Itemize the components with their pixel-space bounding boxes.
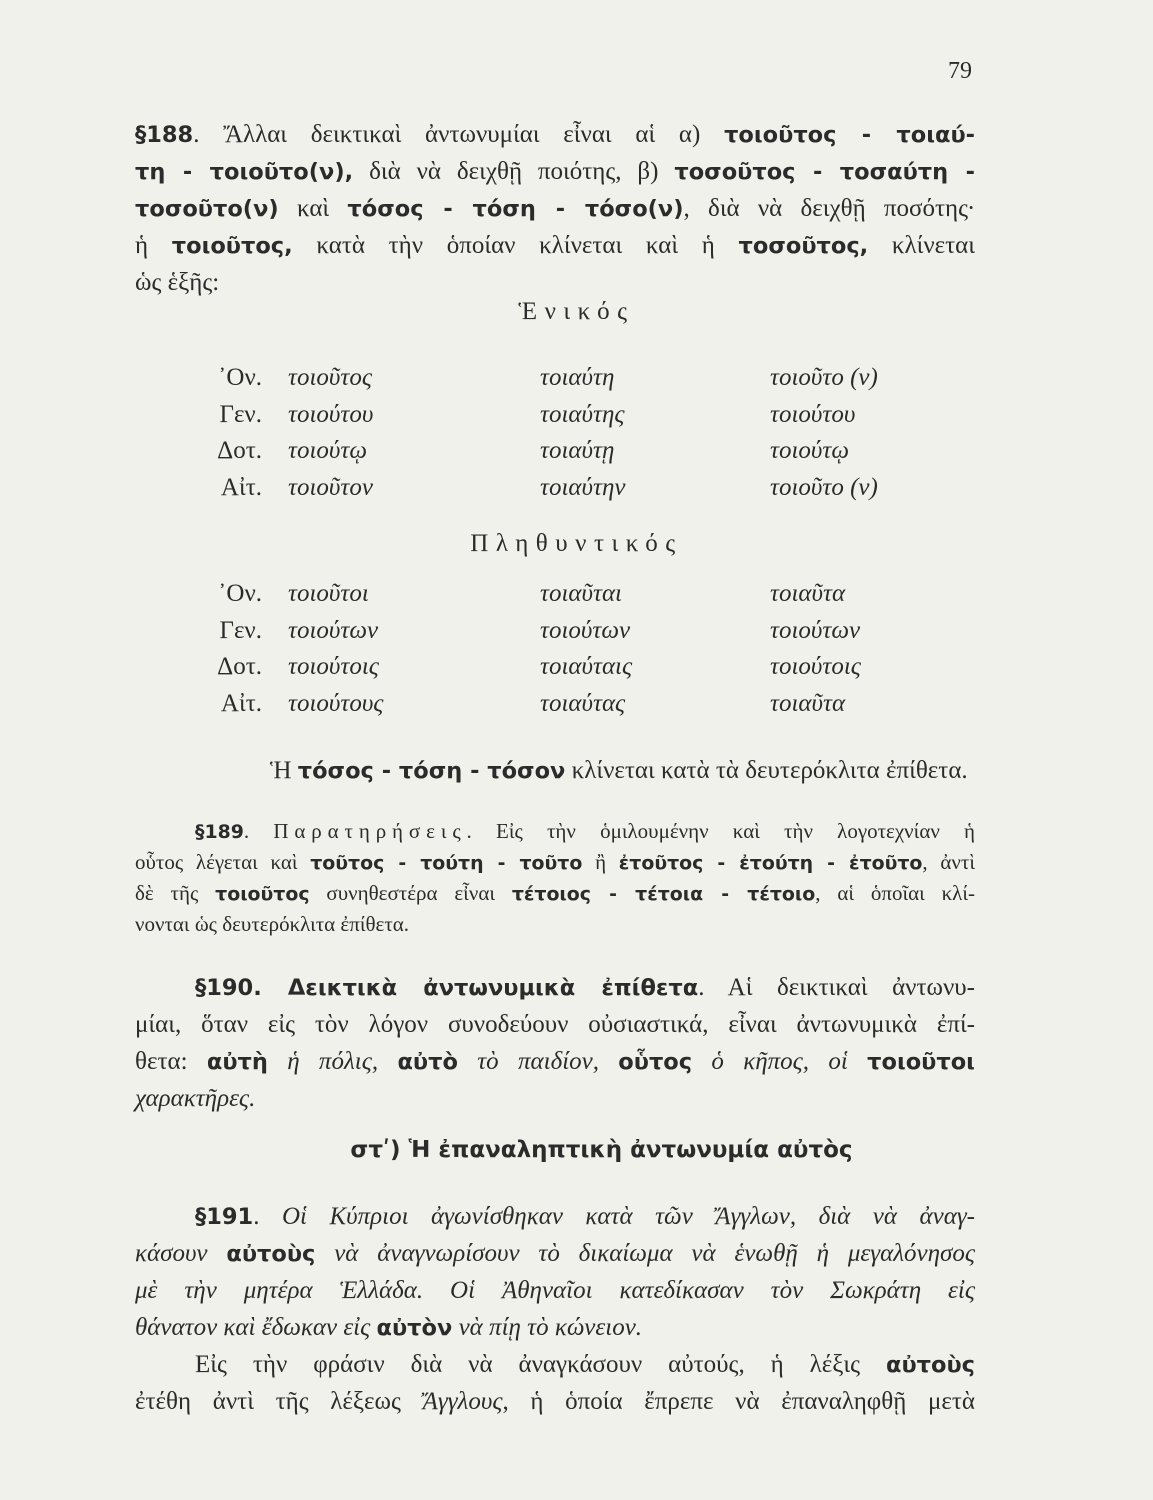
declension-form: τοιαῦτα — [770, 689, 846, 717]
declension-form: τοιούτων — [288, 616, 379, 644]
bold-text: αὐτοὺς — [226, 1241, 316, 1267]
italic-text: τὸ παιδίον, — [457, 1048, 619, 1075]
text-run: θετα: — [135, 1048, 207, 1075]
text-run: ὡς ἑξῆς: — [135, 269, 220, 296]
page-number: 79 — [948, 58, 972, 84]
text-line — [135, 1383, 975, 1420]
case-label: Γεν. — [219, 400, 262, 428]
text-run: . — [243, 819, 274, 843]
singular-declension-table — [180, 360, 940, 506]
declension-form: τοιοῦτοι — [288, 580, 369, 607]
text-run: . Αἱ δεικτικαὶ ἀντωνυ- — [698, 974, 975, 1001]
text-line — [135, 816, 975, 847]
text-line — [135, 909, 975, 940]
bold-text: τοσοῦτο(ν) — [135, 196, 279, 222]
text-run: . — [253, 1203, 282, 1230]
bold-text: τοιοῦτος, — [171, 233, 293, 259]
declension-form: τοιαύτην — [540, 473, 626, 501]
declension-form: τοιαύταις — [540, 653, 633, 680]
bold-text: τοσοῦτος - τοσαύτη - — [674, 159, 975, 185]
table-row — [180, 686, 940, 723]
text-run: . Εἰς τὴν ὁμιλουμένην καὶ τὴν λογοτεχνίαν ἡ — [466, 819, 976, 843]
section-heading: στʹ) Ἡ ἐπαναληπτικὴ ἀντωνυμία αὐτὸς — [350, 1137, 853, 1163]
plural-heading: Πληθυντικός — [470, 530, 683, 557]
bold-text: οὗτος — [618, 1049, 693, 1075]
declension-form: τοιούτου — [288, 400, 374, 428]
text-run: Παρατηρήσεις — [273, 819, 467, 843]
declension-form: τοιούτου — [770, 400, 856, 428]
italic-text: ὁ κῆπος, οἱ — [692, 1048, 868, 1075]
bold-text: τόσος - τόση - τόσο(ν) — [347, 196, 684, 222]
declension-form: τοιαύτης — [540, 400, 625, 428]
text-line — [135, 227, 975, 264]
text-line — [135, 190, 975, 227]
bold-text: αὐτὴ — [206, 1049, 268, 1075]
italic-text: Οἱ Κύπριοι ἀγωνίσθηκαν κατὰ τῶν Ἄγγλων, διὰ νὰ ἀναγ- — [281, 1203, 976, 1230]
text-line — [135, 1346, 975, 1383]
bold-text: αὐτοὺς — [885, 1352, 975, 1378]
text-run: κλίνεται — [868, 232, 975, 259]
text-run: ἐτέθη ἀντὶ τῆς λέξεως — [135, 1388, 423, 1415]
text-line — [270, 752, 970, 789]
bold-text: §189 — [195, 821, 244, 843]
declension-form: τοιούτοις — [770, 653, 861, 680]
bold-text: ἐτοῦτος - ἐτούτη - ἐτοῦτο — [618, 852, 923, 874]
paragraph-191 — [135, 1198, 975, 1420]
text-run: κλίνεται κατὰ τὰ δευτερόκλιτα ἐπίθετα. — [565, 757, 968, 784]
italic-text: θάνατον καὶ ἔδωκαν εἰς — [135, 1314, 377, 1341]
case-label: ᾿Ον. — [218, 364, 262, 391]
bold-text: τοιοῦτοι — [867, 1049, 975, 1075]
italic-text: νὰ πίῃ τὸ κώνειον. — [452, 1314, 643, 1341]
declension-form: τοιούτους — [288, 689, 384, 717]
italic-text: Ἄγγλους — [422, 1388, 503, 1415]
text-run: Εἰς τὴν φράσιν διὰ νὰ ἀναγκάσουν αὐτούς, ἡ λέξις — [195, 1351, 886, 1378]
case-label: Αἰτ. — [220, 689, 262, 717]
tosos-note — [270, 752, 970, 789]
text-line — [135, 1198, 975, 1235]
table-row — [180, 613, 940, 650]
bold-text: τοιοῦτος - τοιαύ- — [724, 122, 975, 148]
table-row — [180, 470, 940, 507]
text-run: καὶ — [278, 195, 348, 222]
table-row — [180, 649, 940, 686]
declension-form: τοιούτοις — [288, 653, 379, 680]
text-line — [135, 264, 975, 301]
text-run: δὲ τῆς — [135, 881, 216, 905]
text-run: κατὰ τὴν ὁποίαν κλίνεται καὶ ἡ — [292, 232, 739, 259]
italic-text: μὲ τὴν μητέρα Ἑλλάδα. Οἱ Ἀθηναῖοι κατεδίκασαν τὸν Σωκράτη εἰς — [135, 1277, 975, 1304]
bold-text: §190. Δεικτικὰ ἀντωνυμικὰ ἐπίθετα — [195, 975, 699, 1001]
text-run: . Ἄλλαι δεικτικαὶ ἀντωνυμίαι εἶναι αἱ α) — [193, 121, 725, 148]
bold-text: τοιοῦτος — [215, 883, 310, 905]
declension-form: τοιοῦτον — [288, 473, 373, 501]
declension-form: τοιούτῳ — [288, 437, 367, 464]
declension-form: τοιαύτη — [540, 364, 615, 391]
bold-text: §191 — [195, 1204, 254, 1230]
italic-text: νὰ ἀναγνωρίσουν τὸ δικαίωμα νὰ ἑνωθῇ ἡ μεγαλόνησος — [315, 1240, 975, 1267]
text-line — [135, 1080, 975, 1117]
bold-text: τόσος - τόση - τόσον — [297, 758, 566, 784]
bold-text: αὐτὸν — [376, 1315, 453, 1341]
table-row — [180, 360, 940, 397]
text-line — [135, 847, 975, 878]
italic-text: κάσουν — [135, 1240, 227, 1267]
declension-form: τοιαῦται — [540, 580, 623, 607]
text-run: ἢ — [582, 850, 619, 874]
declension-form: τοιοῦτος — [288, 364, 372, 391]
text-run: , ἡ ὁποία ἔπρεπε νὰ ἐπαναληφθῇ μετὰ — [502, 1388, 975, 1415]
text-run: , αἱ ὁποῖαι κλί- — [815, 881, 976, 905]
text-run: οὗτος λέγεται καὶ — [135, 850, 311, 874]
case-label: Αἰτ. — [220, 473, 262, 501]
case-label: Δοτ. — [217, 653, 262, 680]
paragraph-189 — [135, 816, 975, 940]
italic-text: ἡ πόλις, — [267, 1048, 398, 1075]
table-row — [180, 433, 940, 470]
declension-form: τοιούτων — [540, 616, 631, 644]
text-line — [135, 116, 975, 153]
text-line — [135, 1043, 975, 1080]
text-line — [135, 153, 975, 190]
declension-form: τοιούτῳ — [770, 437, 849, 464]
declension-form: τοιοῦτο (ν) — [770, 473, 878, 501]
bold-text: τοσοῦτος, — [738, 233, 869, 259]
text-line — [135, 1006, 975, 1043]
bold-text: §188 — [135, 122, 194, 148]
bold-text: τη - τοιοῦτο(ν), — [135, 159, 354, 185]
text-run: συνηθεστέρα εἶναι — [309, 881, 512, 905]
text-run: νονται ὡς δευτερόκλιτα ἐπίθετα. — [135, 912, 410, 936]
text-run: ἡ — [135, 232, 172, 259]
singular-heading: Ἑνικός — [518, 298, 635, 325]
case-label: ᾿Ον. — [218, 580, 262, 607]
plural-declension-table — [180, 576, 940, 722]
text-run: μίαι, ὅταν εἰς τὸν λόγον συνοδεύουν οὐσιαστικά, εἶναι ἀντωνυμικὰ ἐπί- — [135, 1011, 975, 1038]
text-run: διὰ νὰ δειχθῇ ποιότης, β) — [353, 158, 675, 185]
text-line — [135, 878, 975, 909]
text-line — [135, 1309, 975, 1346]
case-label: Γεν. — [219, 616, 262, 644]
italic-text: χαρακτῆρες. — [135, 1085, 256, 1112]
bold-text: τοῦτος - τούτη - τοῦτο — [310, 852, 583, 874]
bold-text: τέτοιος - τέτοια - τέτοιο — [511, 883, 816, 905]
case-label: Δοτ. — [217, 437, 262, 464]
declension-form: τοιαῦτα — [770, 580, 846, 607]
table-row — [180, 576, 940, 613]
text-run: , ἀντὶ — [922, 850, 975, 874]
declension-form: τοιαύτῃ — [540, 437, 615, 464]
paragraph-190 — [135, 969, 975, 1117]
text-line — [135, 1272, 975, 1309]
table-row — [180, 397, 940, 434]
text-run: Ἡ — [270, 757, 298, 784]
text-run: , διὰ νὰ δειχθῇ ποσότης· — [683, 195, 975, 222]
text-line — [135, 969, 975, 1006]
declension-form: τοιοῦτο (ν) — [770, 364, 878, 391]
text-line — [135, 1235, 975, 1272]
declension-form: τοιαύτας — [540, 689, 626, 717]
declension-form: τοιούτων — [770, 616, 861, 644]
paragraph-188 — [135, 116, 975, 301]
bold-text: αὐτὸ — [397, 1049, 458, 1075]
